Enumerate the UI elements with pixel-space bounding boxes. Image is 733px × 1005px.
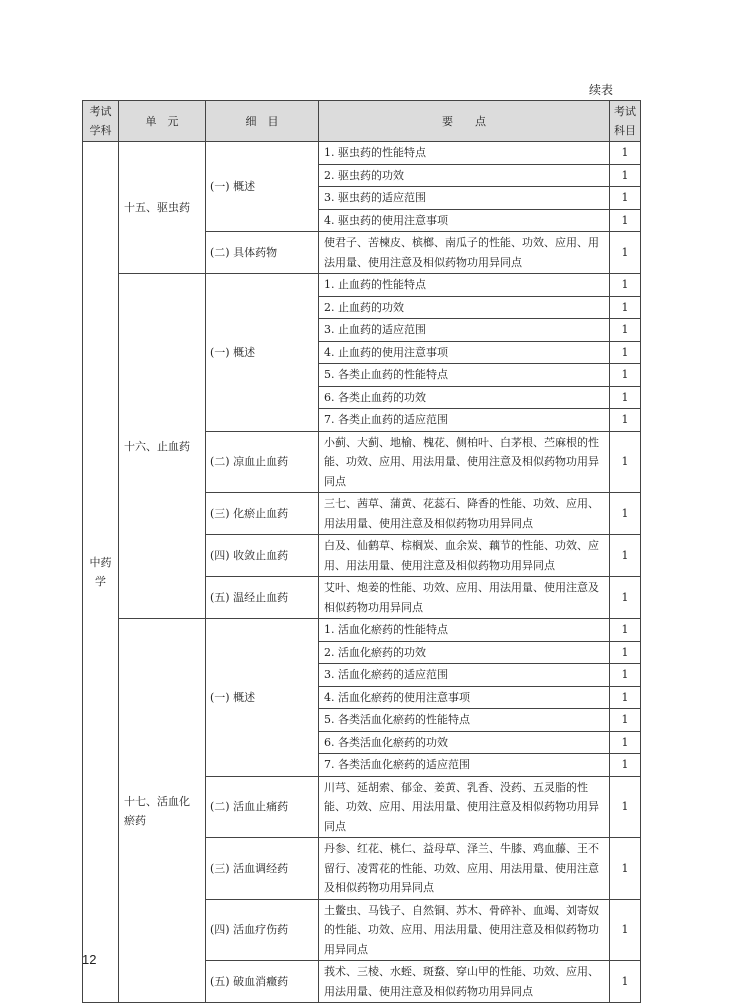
exam-cell: 1	[610, 164, 641, 187]
detail-cell: (二) 活血止痛药	[206, 776, 319, 838]
point-cell: 使君子、苦楝皮、槟榔、南瓜子的性能、功效、应用、用法用量、使用注意及相似药物功用异同点	[319, 232, 610, 274]
point-cell: 土鳖虫、马钱子、自然铜、苏木、骨碎补、血竭、刘寄奴的性能、功效、应用、用法用量、使用注意及相似药物功用异同点	[319, 899, 610, 961]
point-cell: 7. 各类止血药的适应范围	[319, 409, 610, 432]
exam-cell: 1	[610, 296, 641, 319]
exam-cell: 1	[610, 838, 641, 900]
detail-cell: (二) 具体药物	[206, 232, 319, 274]
header-unit: 单 元	[119, 101, 206, 142]
subject-cell: 中药学	[83, 142, 119, 1003]
exam-cell: 1	[610, 409, 641, 432]
point-cell: 3. 驱虫药的适应范围	[319, 187, 610, 210]
point-cell: 2. 活血化瘀药的功效	[319, 641, 610, 664]
detail-cell: (一) 概述	[206, 274, 319, 432]
point-cell: 7. 各类活血化瘀药的适应范围	[319, 754, 610, 777]
detail-cell: (四) 活血疗伤药	[206, 899, 319, 961]
exam-cell: 1	[610, 731, 641, 754]
table-body	[83, 142, 641, 1003]
page-number: 12	[82, 952, 97, 967]
exam-cell: 1	[610, 776, 641, 838]
header-subject: 考试学科	[83, 101, 119, 142]
detail-cell: (三) 化瘀止血药	[206, 493, 319, 535]
point-cell: 3. 止血药的适应范围	[319, 319, 610, 342]
point-cell: 1. 活血化瘀药的性能特点	[319, 619, 610, 642]
point-cell: 5. 各类止血药的性能特点	[319, 364, 610, 387]
unit-cell: 十五、驱虫药	[119, 142, 206, 274]
exam-cell: 1	[610, 142, 641, 165]
point-cell: 艾叶、炮姜的性能、功效、应用、用法用量、使用注意及相似药物功用异同点	[319, 577, 610, 619]
point-cell: 4. 止血药的使用注意事项	[319, 341, 610, 364]
exam-cell: 1	[610, 899, 641, 961]
exam-cell: 1	[610, 232, 641, 274]
table-row	[83, 142, 641, 165]
point-cell: 1. 止血药的性能特点	[319, 274, 610, 297]
header-detail: 细 目	[206, 101, 319, 142]
exam-cell: 1	[610, 209, 641, 232]
exam-cell: 1	[610, 686, 641, 709]
detail-cell: (一) 概述	[206, 619, 319, 777]
header-exam: 考试科目	[610, 101, 641, 142]
syllabus-table	[82, 100, 641, 1003]
exam-cell: 1	[610, 493, 641, 535]
point-cell: 1. 驱虫药的性能特点	[319, 142, 610, 165]
exam-cell: 1	[610, 961, 641, 1003]
table-row	[83, 274, 641, 297]
exam-cell: 1	[610, 709, 641, 732]
point-cell: 丹参、红花、桃仁、益母草、泽兰、牛膝、鸡血藤、王不留行、凌霄花的性能、功效、应用、用法用量、使用注意及相似药物功用异同点	[319, 838, 610, 900]
table-header-row	[83, 101, 641, 142]
detail-cell: (一) 概述	[206, 142, 319, 232]
exam-cell: 1	[610, 754, 641, 777]
exam-cell: 1	[610, 386, 641, 409]
point-cell: 6. 各类活血化瘀药的功效	[319, 731, 610, 754]
header-points: 要 点	[319, 101, 610, 142]
exam-cell: 1	[610, 341, 641, 364]
continued-label: 续表	[589, 83, 614, 97]
point-cell: 5. 各类活血化瘀药的性能特点	[319, 709, 610, 732]
unit-cell: 十六、止血药	[119, 274, 206, 619]
point-cell: 川芎、延胡索、郁金、姜黄、乳香、没药、五灵脂的性能、功效、应用、用法用量、使用注意及相似药物功用异同点	[319, 776, 610, 838]
exam-cell: 1	[610, 641, 641, 664]
exam-cell: 1	[610, 274, 641, 297]
exam-cell: 1	[610, 535, 641, 577]
exam-cell: 1	[610, 664, 641, 687]
point-cell: 三七、茜草、蒲黄、花蕊石、降香的性能、功效、应用、用法用量、使用注意及相似药物功用异同点	[319, 493, 610, 535]
exam-cell: 1	[610, 431, 641, 493]
detail-cell: (三) 活血调经药	[206, 838, 319, 900]
detail-cell: (五) 温经止血药	[206, 577, 319, 619]
exam-cell: 1	[610, 319, 641, 342]
point-cell: 小蓟、大蓟、地榆、槐花、侧柏叶、白茅根、苎麻根的性能、功效、应用、用法用量、使用注意及相似药物功用异同点	[319, 431, 610, 493]
detail-cell: (二) 凉血止血药	[206, 431, 319, 493]
point-cell: 白及、仙鹤草、棕榈炭、血余炭、藕节的性能、功效、应用、用法用量、使用注意及相似药物功用异同点	[319, 535, 610, 577]
exam-cell: 1	[610, 619, 641, 642]
point-cell: 6. 各类止血药的功效	[319, 386, 610, 409]
point-cell: 3. 活血化瘀药的适应范围	[319, 664, 610, 687]
detail-cell: (四) 收敛止血药	[206, 535, 319, 577]
exam-cell: 1	[610, 187, 641, 210]
point-cell: 2. 止血药的功效	[319, 296, 610, 319]
unit-cell: 十七、活血化瘀药	[119, 619, 206, 1003]
point-cell: 4. 活血化瘀药的使用注意事项	[319, 686, 610, 709]
point-cell: 4. 驱虫药的使用注意事项	[319, 209, 610, 232]
exam-cell: 1	[610, 364, 641, 387]
table-row	[83, 619, 641, 642]
point-cell: 莪术、三棱、水蛭、斑蝥、穿山甲的性能、功效、应用、用法用量、使用注意及相似药物功用异同点	[319, 961, 610, 1003]
exam-cell: 1	[610, 577, 641, 619]
point-cell: 2. 驱虫药的功效	[319, 164, 610, 187]
detail-cell: (五) 破血消癥药	[206, 961, 319, 1003]
